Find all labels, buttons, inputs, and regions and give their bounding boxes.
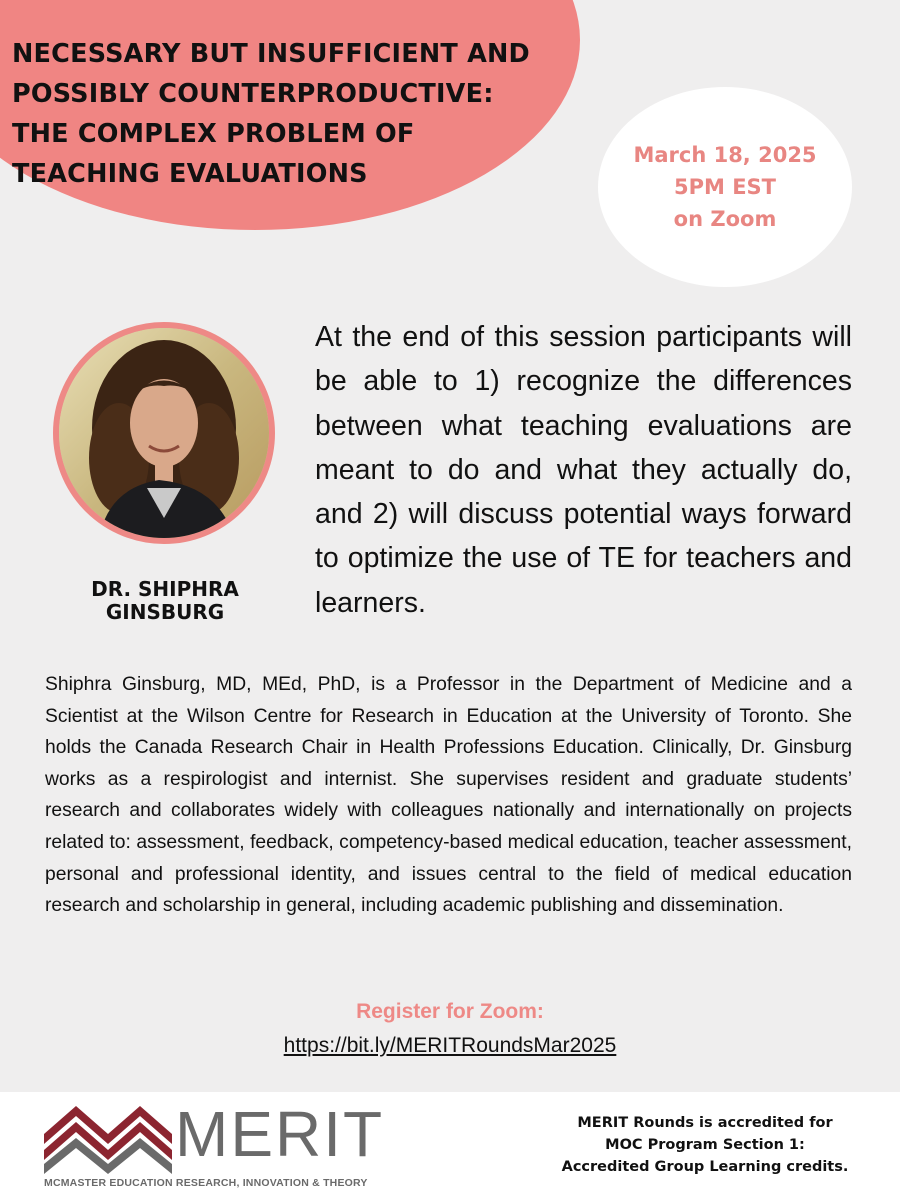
- accreditation-note: [520, 1112, 890, 1178]
- event-date: March 18, 2025: [633, 143, 817, 167]
- merit-logo-tagline: MCMASTER EDUCATION RESEARCH, INNOVATION & THEORY: [44, 1177, 368, 1189]
- register-label: Register for Zoom:: [356, 1000, 544, 1023]
- footer: [0, 1092, 900, 1200]
- title-line: POSSIBLY COUNTERPRODUCTIVE:: [12, 79, 494, 109]
- title-line: THE COMPLEX PROBLEM OF: [12, 119, 415, 149]
- merit-logo-wordmark: MERIT: [175, 1098, 385, 1170]
- speaker-name: DR. SHIPHRA GINSBURG: [91, 577, 239, 624]
- learning-objectives: At the end of this session participants will be able to 1) recognize the differences between what teaching evaluations are meant to do and what they actually do, and 2) will discuss potential ways forward to optimize the use of TE for teachers and learners.: [315, 321, 852, 619]
- title-line: NECESSARY BUT INSUFFICIENT AND: [12, 39, 530, 69]
- register-link[interactable]: https://bit.ly/MERITRoundsMar2025: [283, 1034, 617, 1057]
- title-line: TEACHING EVALUATIONS: [12, 159, 368, 189]
- speaker-photo: [53, 322, 275, 544]
- merit-logo-icon: [44, 1104, 172, 1178]
- accreditation-line: MERIT Rounds is accredited for: [577, 1115, 833, 1131]
- event-location: on Zoom: [673, 207, 777, 231]
- event-time: 5PM EST: [673, 175, 776, 199]
- speaker-bio: Shiphra Ginsburg, MD, MEd, PhD, is a Professor in the Department of Medicine and a Scientist at the Wilson Centre for Research in Education at the University of Toronto. She holds the Canada Research Chair in Health Professions Education. Clinically, Dr. Ginsburg works as a respirologist and internist. She supervises resident and graduate students’ research and collaborates widely with colleagues nationally and internationally on projects related to: assessment, feedback, competency-based medical education, teacher assessment, personal and professional identity, and issues central to the field of medical education research and scholarship in general, including academic publishing and dissemination.: [45, 674, 852, 917]
- event-title: [12, 34, 572, 194]
- accreditation-line: Accredited Group Learning credits.: [561, 1159, 849, 1175]
- accreditation-line: MOC Program Section 1:: [605, 1137, 805, 1153]
- event-datetime-badge: [598, 87, 852, 287]
